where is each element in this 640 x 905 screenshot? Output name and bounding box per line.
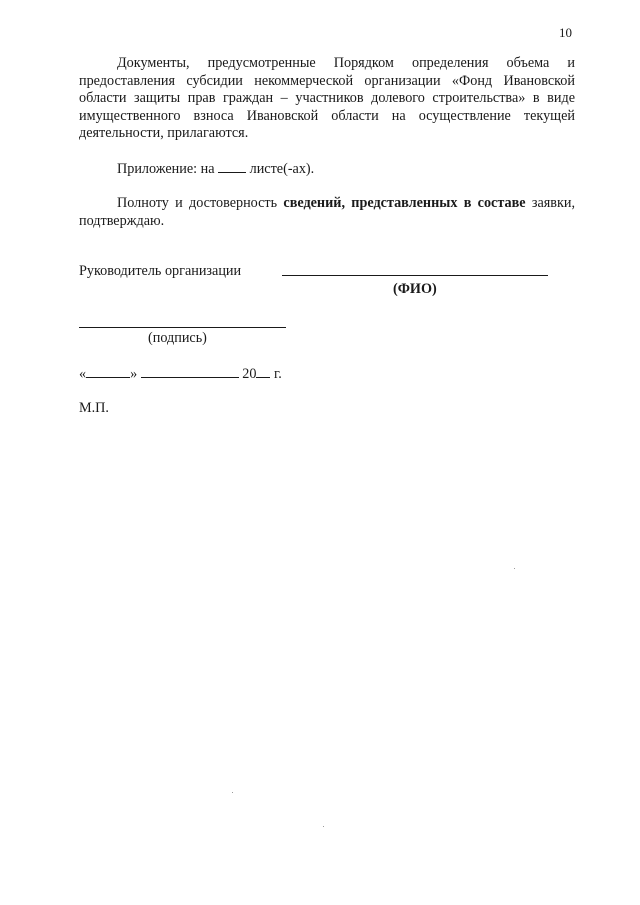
head-label: Руководитель организации: [79, 263, 242, 279]
fio-label: (ФИО): [393, 281, 437, 297]
scan-speck: [323, 826, 324, 827]
page-number: 10: [559, 25, 572, 40]
confirmation-regular: Полноту и достоверность: [117, 195, 278, 211]
date-month-blank[interactable]: [141, 365, 239, 378]
date-row: [79, 365, 282, 383]
scan-speck: [514, 568, 515, 569]
documents-text: Документы, предусмотренные Порядком определения объема и предоставления субсидии некоммерческой организации «Фонд Ивановской области защиты прав граждан – участников долевого строительства» в виде имущественного взноса Ивановской области на осуществление текущей деятельности, прилагаются.: [79, 55, 575, 141]
appendix-sheets-blank[interactable]: [218, 160, 246, 173]
signature-label: (подпись): [148, 330, 207, 346]
appendix-suffix: листе(-ах).: [249, 161, 315, 177]
appendix-prefix: Приложение: на: [117, 161, 215, 177]
confirmation-rest: заявки, подтверждаю.: [79, 195, 576, 229]
confirmation-bold: сведений, представленных в составе: [283, 195, 526, 211]
documents-paragraph: [79, 55, 575, 143]
date-year-suffix: г.: [274, 366, 282, 382]
scan-speck: [232, 792, 233, 793]
date-close-quote: »: [130, 366, 138, 382]
appendix-line: [79, 160, 575, 179]
confirmation-paragraph: [79, 195, 575, 230]
date-day-blank[interactable]: [86, 365, 130, 378]
fio-field-line[interactable]: [282, 275, 548, 276]
date-open-quote: «: [79, 366, 87, 382]
stamp-label: М.П.: [79, 400, 109, 416]
date-year-blank[interactable]: [256, 365, 270, 378]
signature-field-line[interactable]: [79, 327, 286, 328]
date-year-prefix: 20: [242, 366, 257, 382]
